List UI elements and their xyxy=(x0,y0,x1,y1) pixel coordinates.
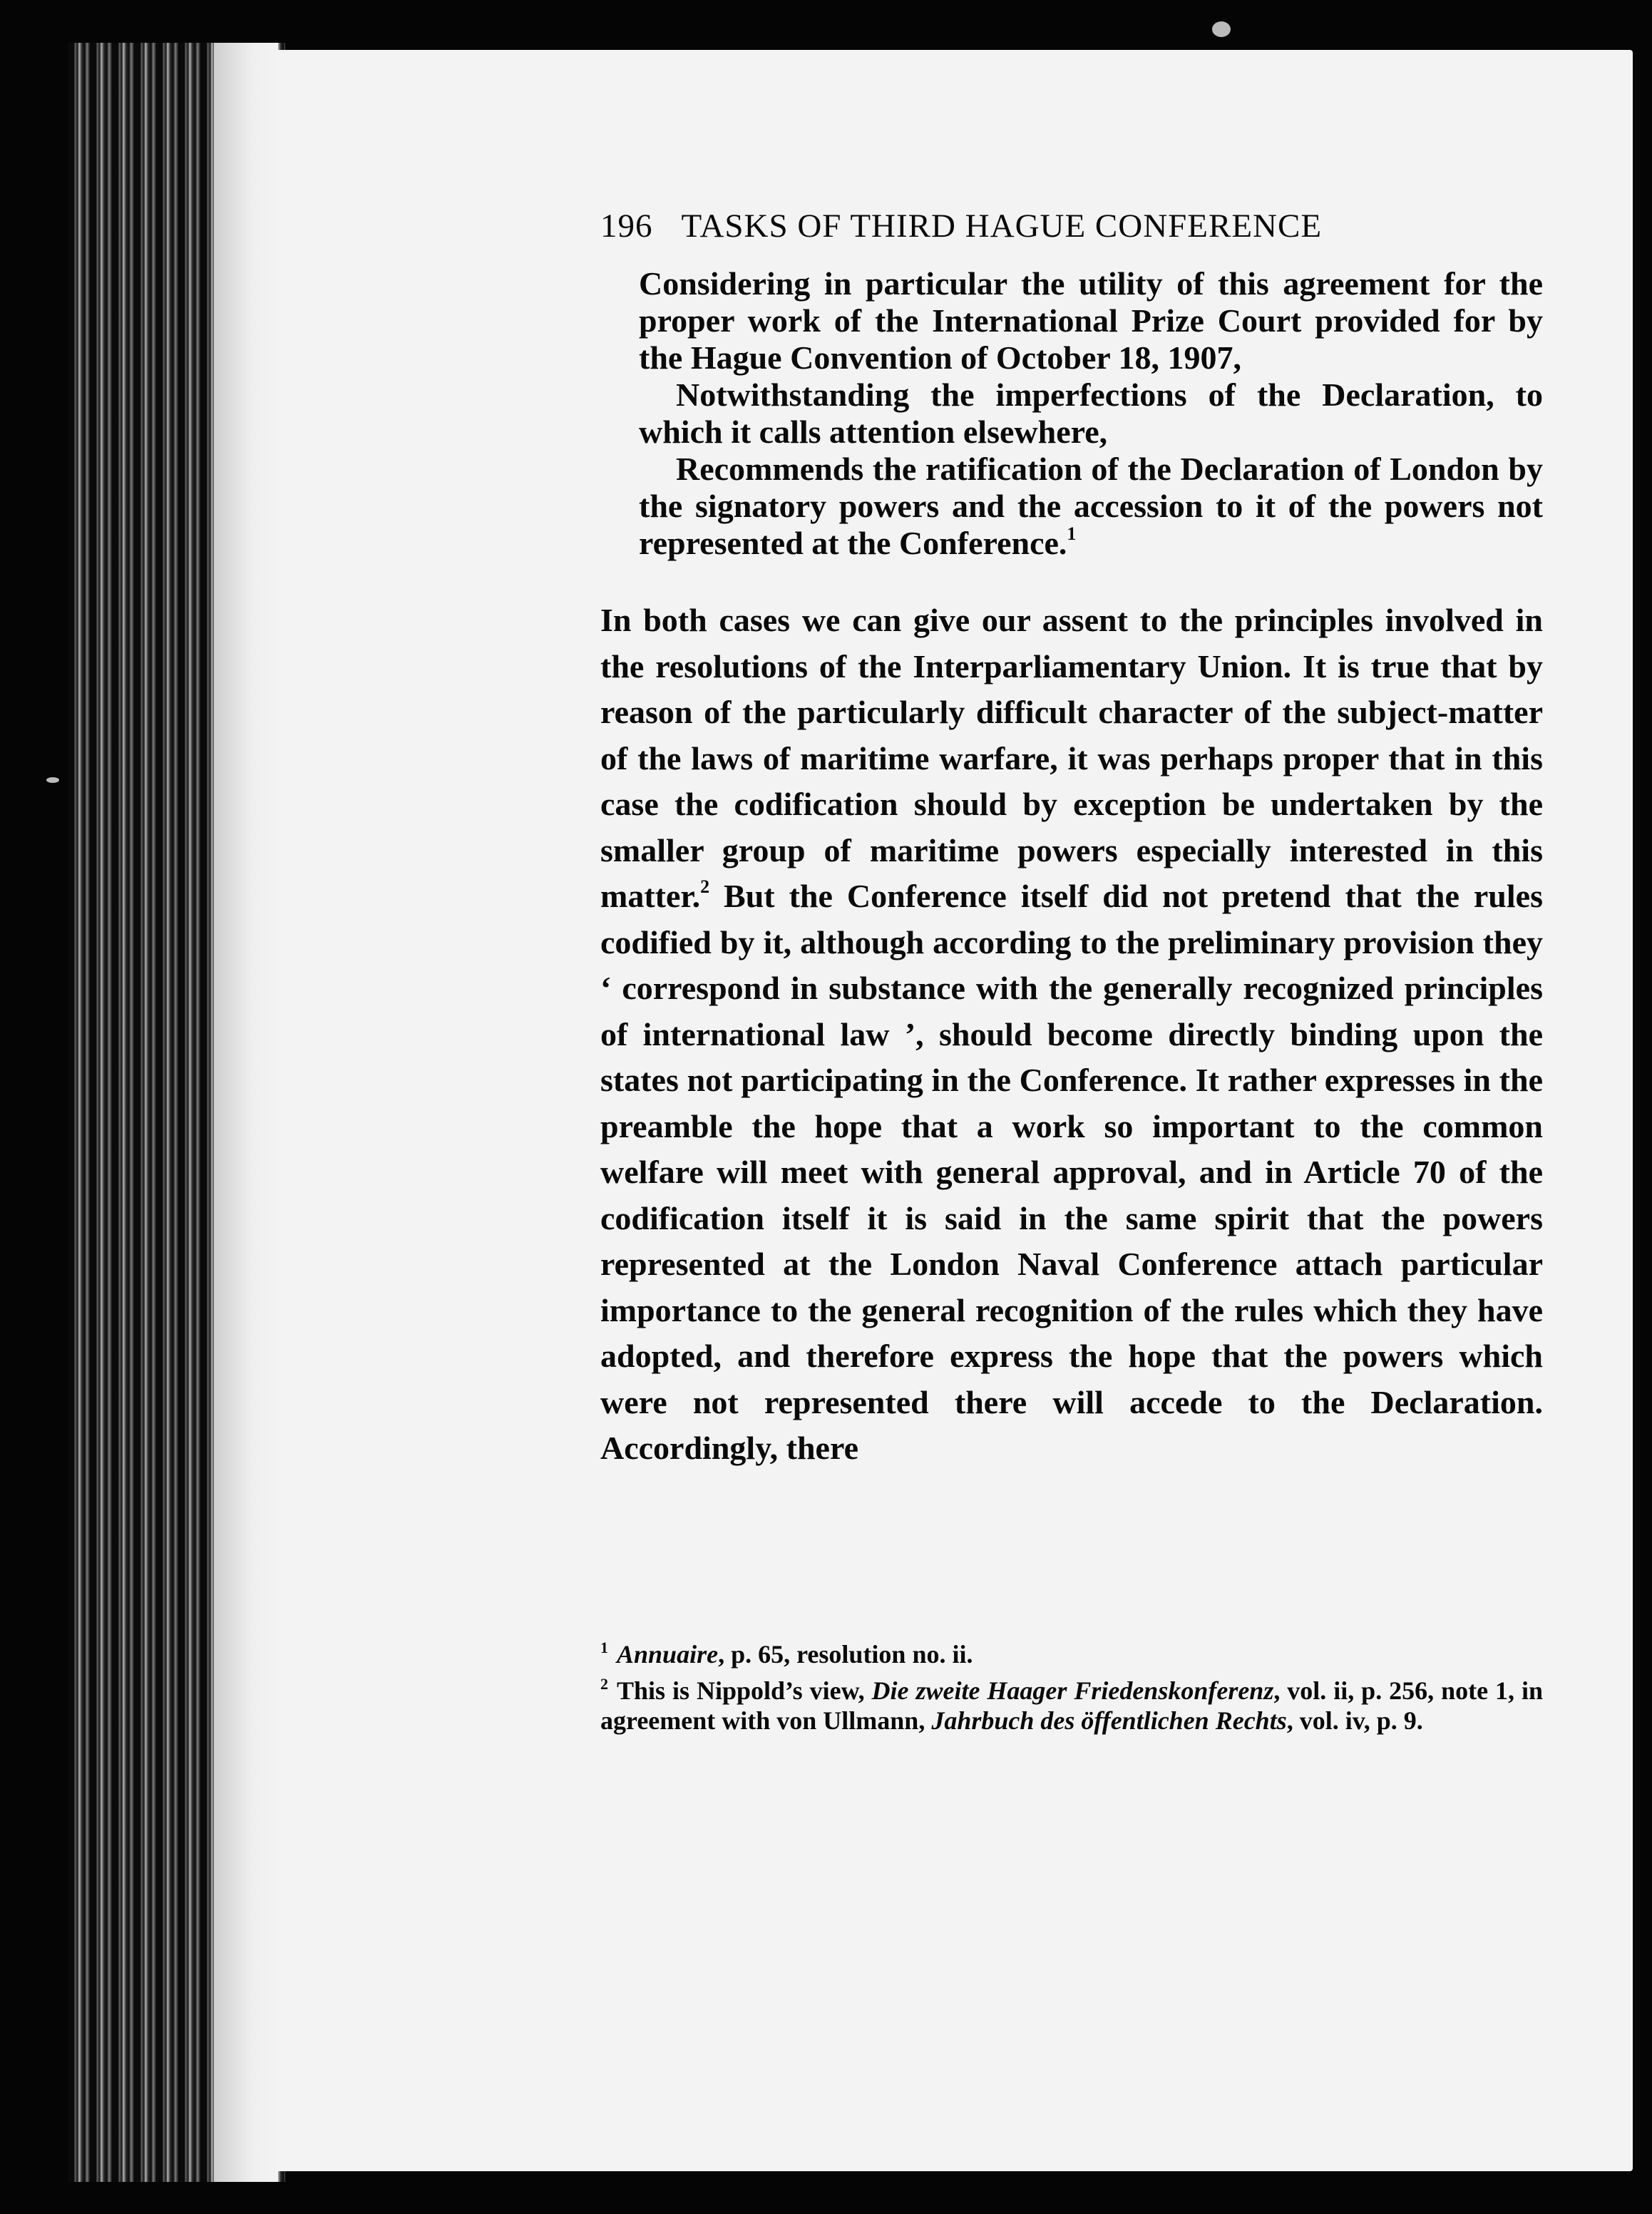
quote-text: Considering in particular the utility of this agreement for the proper work of the International Prize Court provided for by the Hague Convention of October 18, 1907, xyxy=(639,265,1543,376)
footnote-title: Die zweite Haager Friedenskonferenz xyxy=(871,1676,1274,1705)
body-text: But the Conference itself did not pretend that the rules codified by it, although according to the preliminary provision they ‘ correspond in substance with the generally recognized principles of international law ’, should become directly binding upon the states not participating in the Conference. It rather expresses in the preamble the hope that a work so important to the common welfare will meet with general approval, and in Article 70 of the codification itself it is said in the same spirit that the powers represented at the London Naval Conference attach particular importance to the general recognition of the rules which they have adopted, and therefore express the hope that the powers which were not represented there will accede to the Declaration. Accordingly, there xyxy=(600,878,1543,1466)
page-number: 196 xyxy=(600,207,653,245)
quote-paragraph xyxy=(639,265,1543,376)
page-text xyxy=(600,207,1543,1472)
footnote-ref: 2 xyxy=(700,876,710,897)
footnote-text: , vol. ii, p. 256, note 1, in agreement with von Ullmann, xyxy=(600,1676,1543,1735)
footnote-ref: 1 xyxy=(1067,523,1077,544)
scan-speck xyxy=(1212,21,1231,37)
footnote-1 xyxy=(600,1633,1543,1669)
quote-paragraph xyxy=(639,451,1543,562)
quoted-resolution xyxy=(639,265,1543,562)
running-head xyxy=(600,207,1543,245)
running-title: TASKS OF THIRD HAGUE CONFERENCE xyxy=(681,207,1323,245)
footnote-title: Jahrbuch des öffentlichen Rechts xyxy=(931,1706,1287,1735)
footnote-text: , vol. iv, p. 9. xyxy=(1286,1706,1423,1735)
footnote-number: 1 xyxy=(600,1639,608,1656)
page-gutter-shadow xyxy=(214,43,278,2182)
quote-text: Notwithstanding the imperfections of the Declaration, to which it calls attention elsewhere, xyxy=(639,376,1543,450)
footnote-title: Annuaire xyxy=(617,1640,719,1669)
footnote-2 xyxy=(600,1669,1543,1736)
body-text: In both cases we can give our assent to the principles involved in the resolutions of the Interparliamentary Union. It is true that by reason of the particularly difficult character of the subject-matter of the laws of maritime warfare, it was perhaps proper that in this case the codification should by exception be undertaken by the smaller group of maritime powers especially interested in this matter. xyxy=(600,602,1543,914)
footnotes xyxy=(600,1633,1543,1736)
quote-paragraph xyxy=(639,376,1543,451)
footnote-text: , p. 65, resolution no. ii. xyxy=(718,1640,973,1669)
scan-speck xyxy=(46,777,59,783)
footnote-number: 2 xyxy=(600,1675,608,1693)
body-paragraph xyxy=(600,598,1543,1472)
quote-text: Recommends the ratification of the Declaration of London by the signatory powers and the accession to it of the powers not represented at the Conference. xyxy=(639,451,1543,561)
footnote-text: This is Nippold’s view, xyxy=(617,1676,872,1705)
